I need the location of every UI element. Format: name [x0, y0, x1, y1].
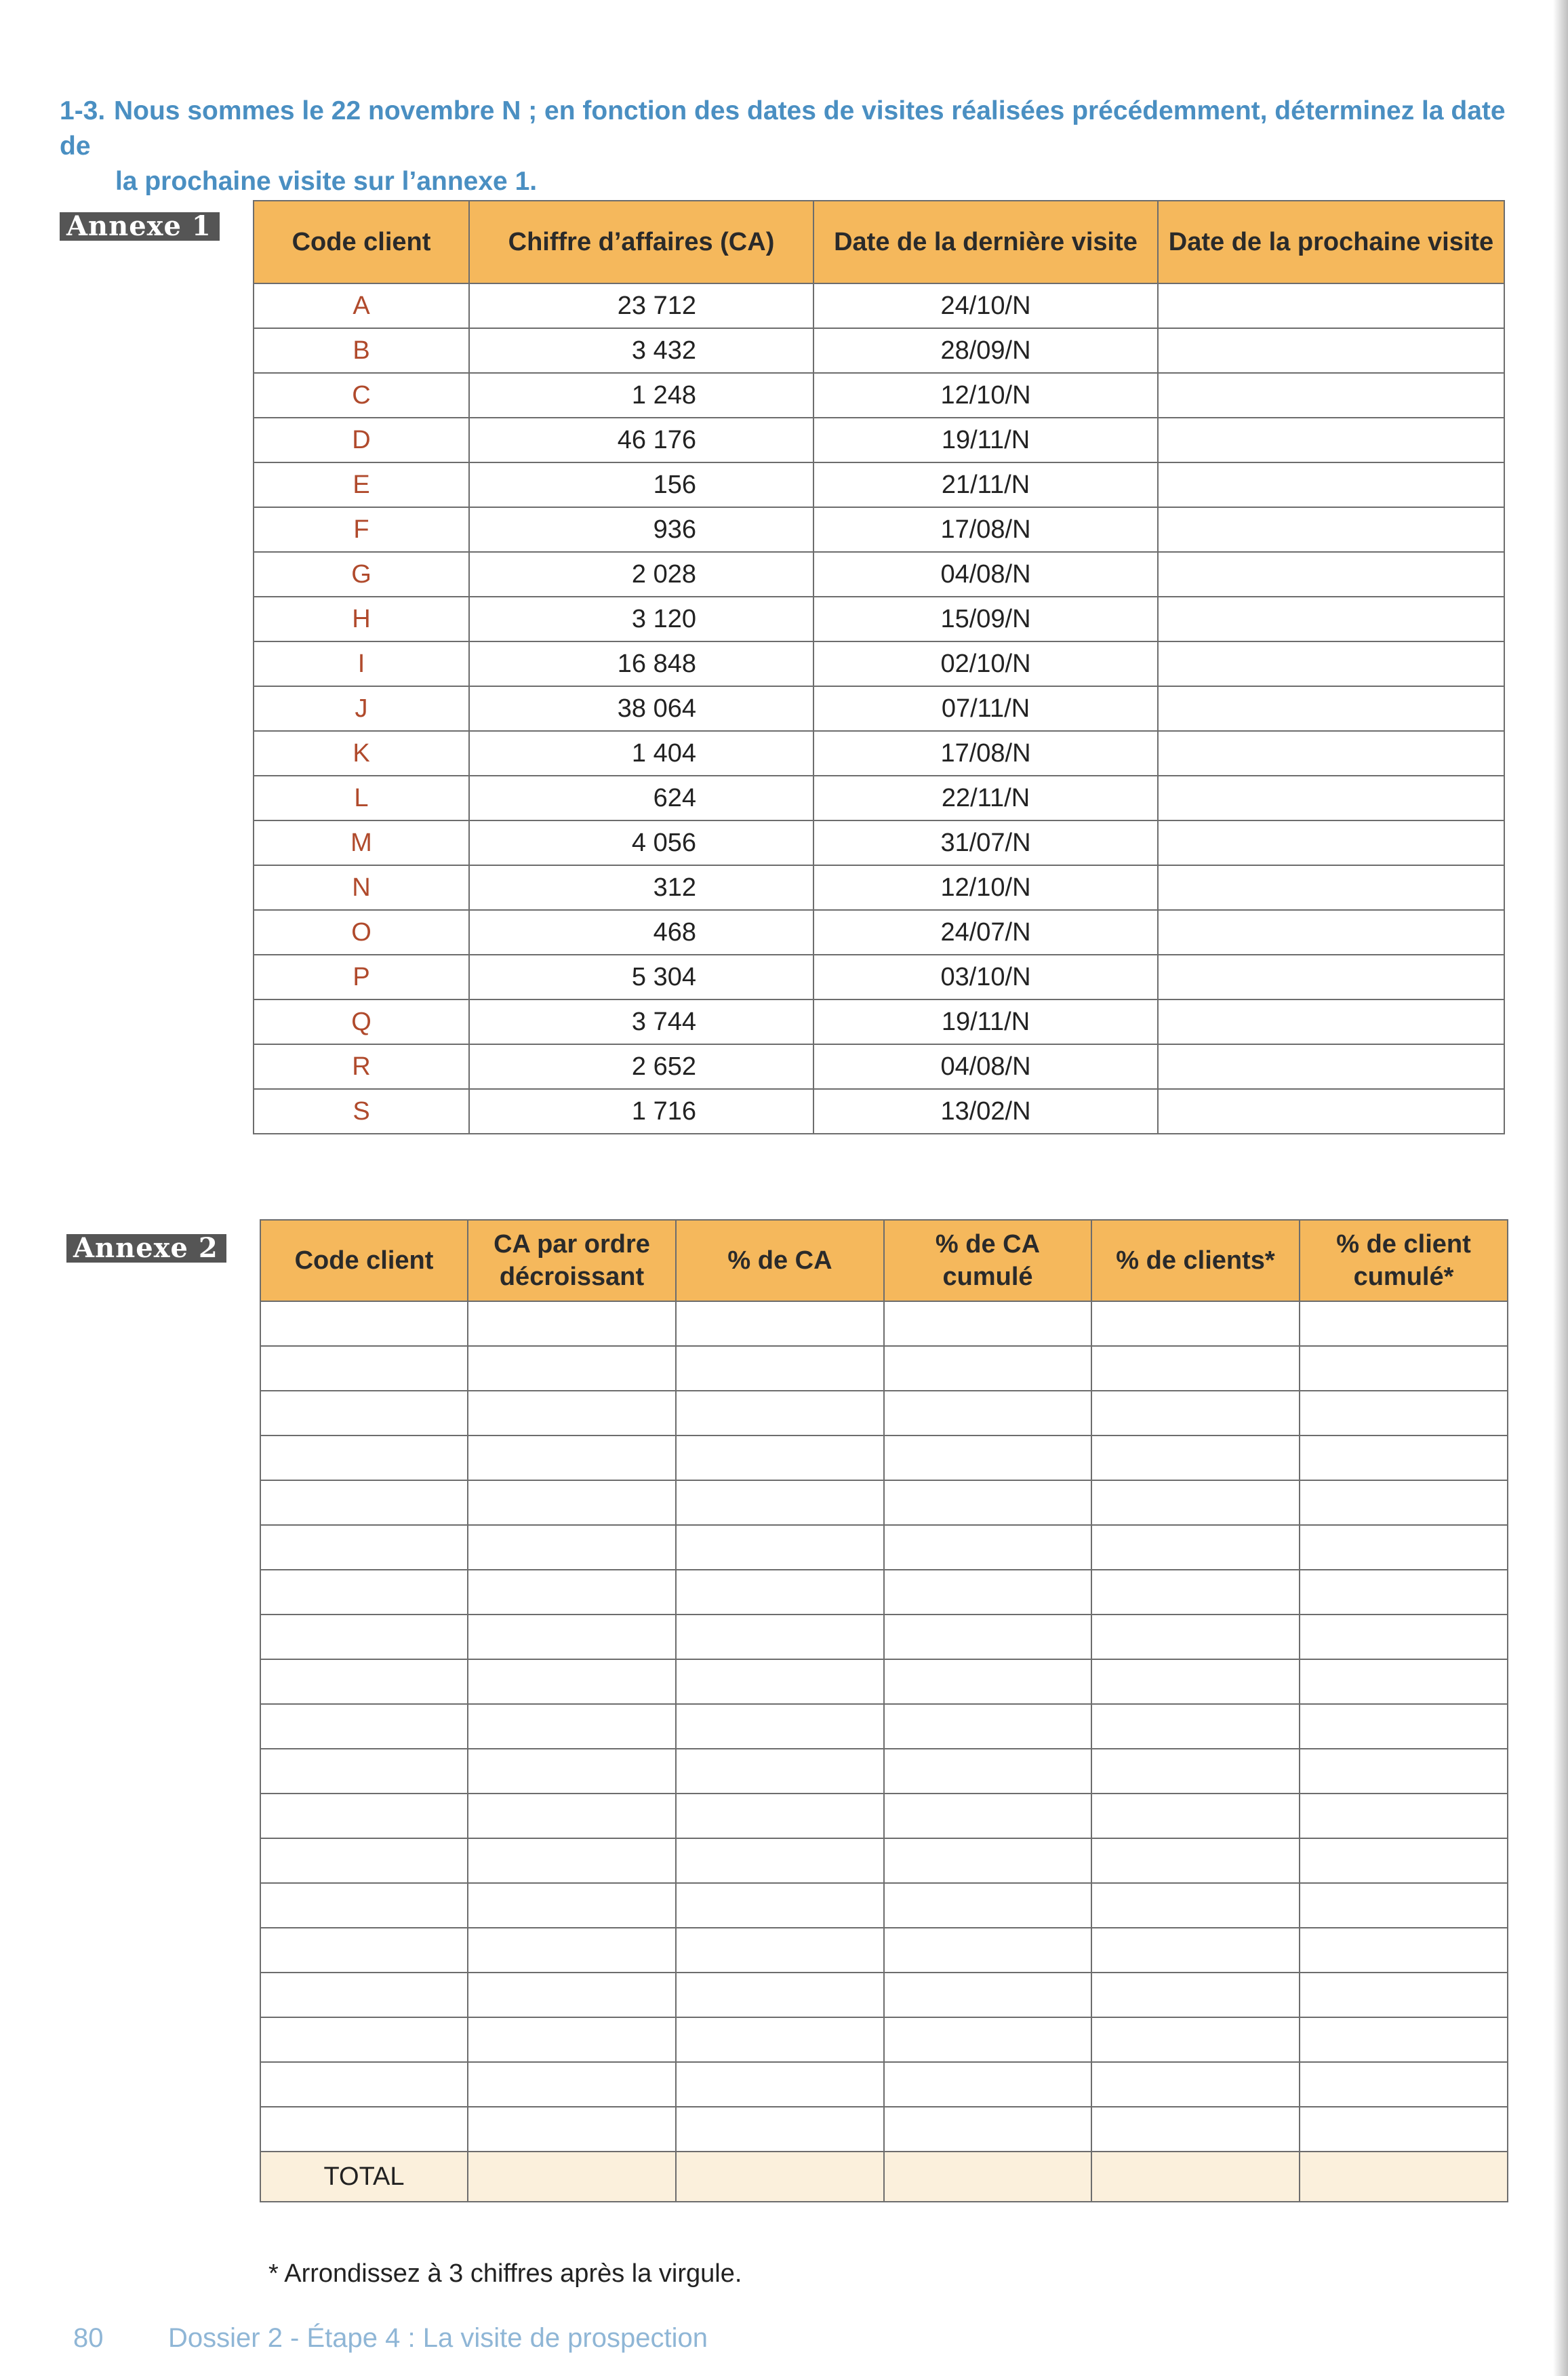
- pct-client-cumule-cell[interactable]: [1300, 1301, 1508, 1346]
- last-visit-date-cell: 24/10/N: [813, 283, 1158, 328]
- last-visit-date-cell: 19/11/N: [813, 999, 1158, 1044]
- code-client-cell[interactable]: [260, 1749, 468, 1794]
- ca-decroissant-cell[interactable]: [468, 1436, 676, 1480]
- table-row: [254, 955, 1504, 999]
- chiffre-affaires-cell: 1 716: [469, 1089, 813, 1134]
- chiffre-affaires-cell: 156: [469, 462, 813, 507]
- header-date-prochaine-visite: Date de la prochaine visite: [1158, 201, 1504, 283]
- code-client-cell[interactable]: [260, 1973, 468, 2017]
- pct-ca-cell[interactable]: [676, 1346, 884, 1391]
- next-visit-date-cell[interactable]: [1158, 1089, 1504, 1134]
- pct-client-cumule-cell[interactable]: [1300, 2017, 1508, 2062]
- pct-ca-cumule-cell[interactable]: [884, 2062, 1091, 2107]
- total-pct-ca-cumule-cell[interactable]: [884, 2152, 1091, 2202]
- code-client-cell[interactable]: [260, 1659, 468, 1704]
- pct-clients-cell[interactable]: [1091, 1794, 1300, 1838]
- pct-ca-cell[interactable]: [676, 1480, 884, 1525]
- pct-ca-cell[interactable]: [676, 2017, 884, 2062]
- code-client-cell: S: [254, 1089, 469, 1134]
- code-client-cell[interactable]: [260, 1436, 468, 1480]
- question-line-2: la prochaine visite sur l’annexe 1.: [115, 167, 538, 196]
- table-row: [260, 1346, 1508, 1391]
- page-number: 80: [73, 2323, 104, 2353]
- ca-decroissant-cell[interactable]: [468, 2017, 676, 2062]
- pct-ca-cumule-cell[interactable]: [884, 2107, 1091, 2152]
- next-visit-date-cell[interactable]: [1158, 373, 1504, 418]
- code-client-cell: N: [254, 865, 469, 910]
- code-client-cell[interactable]: [260, 2017, 468, 2062]
- table-row: [260, 2107, 1508, 2152]
- code-client-cell[interactable]: [260, 2062, 468, 2107]
- pct-ca-cumule-cell[interactable]: [884, 1391, 1091, 1436]
- code-client-cell[interactable]: [260, 1480, 468, 1525]
- pct-client-cumule-cell[interactable]: [1300, 1838, 1508, 1883]
- pct-clients-cell[interactable]: [1091, 1883, 1300, 1928]
- table-row: [254, 373, 1504, 418]
- annexe-2-label: Annexe 2: [66, 1234, 226, 1263]
- pct-clients-cell[interactable]: [1091, 1973, 1300, 2017]
- footnote: * Arrondissez à 3 chiffres après la virgule.: [268, 2259, 742, 2288]
- ca-decroissant-cell[interactable]: [468, 1346, 676, 1391]
- table-row: [260, 1391, 1508, 1436]
- pct-ca-cumule-cell[interactable]: [884, 1928, 1091, 1973]
- next-visit-date-cell[interactable]: [1158, 328, 1504, 373]
- pct-client-cumule-cell[interactable]: [1300, 1570, 1508, 1615]
- next-visit-date-cell[interactable]: [1158, 1044, 1504, 1089]
- page-footer: [73, 2323, 708, 2354]
- next-visit-date-cell[interactable]: [1158, 507, 1504, 552]
- pct-ca-cell[interactable]: [676, 1838, 884, 1883]
- code-client-cell: J: [254, 686, 469, 731]
- ca-decroissant-cell[interactable]: [468, 1525, 676, 1570]
- pct-client-cumule-cell[interactable]: [1300, 1928, 1508, 1973]
- ca-decroissant-cell[interactable]: [468, 1794, 676, 1838]
- ca-decroissant-cell[interactable]: [468, 1704, 676, 1749]
- pct-ca-cell[interactable]: [676, 1391, 884, 1436]
- pct-client-cumule-cell[interactable]: [1300, 1346, 1508, 1391]
- last-visit-date-cell: 04/08/N: [813, 552, 1158, 597]
- chiffre-affaires-cell: 3 744: [469, 999, 813, 1044]
- code-client-cell: F: [254, 507, 469, 552]
- next-visit-date-cell[interactable]: [1158, 955, 1504, 999]
- table-row: [254, 507, 1504, 552]
- pct-client-cumule-cell[interactable]: [1300, 1525, 1508, 1570]
- pct-client-cumule-cell[interactable]: [1300, 1794, 1508, 1838]
- code-client-cell: A: [254, 283, 469, 328]
- code-client-cell[interactable]: [260, 1704, 468, 1749]
- code-client-cell: C: [254, 373, 469, 418]
- pct-client-cumule-cell[interactable]: [1300, 1391, 1508, 1436]
- page-edge-shadow: [1553, 0, 1568, 2376]
- chiffre-affaires-cell: 16 848: [469, 641, 813, 686]
- table-row: [254, 1089, 1504, 1134]
- code-client-cell: Q: [254, 999, 469, 1044]
- last-visit-date-cell: 15/09/N: [813, 597, 1158, 641]
- table-row: [254, 462, 1504, 507]
- pct-ca-cumule-cell[interactable]: [884, 1525, 1091, 1570]
- pct-ca-cumule-cell[interactable]: [884, 1615, 1091, 1659]
- chiffre-affaires-cell: 2 028: [469, 552, 813, 597]
- code-client-cell: M: [254, 820, 469, 865]
- code-client-cell[interactable]: [260, 1525, 468, 1570]
- table-row: [260, 1525, 1508, 1570]
- code-client-cell[interactable]: [260, 1615, 468, 1659]
- header-chiffre-affaires: Chiffre d’affaires (CA): [469, 201, 813, 283]
- table-row: [254, 641, 1504, 686]
- code-client-cell: K: [254, 731, 469, 776]
- code-client-cell: E: [254, 462, 469, 507]
- header-pct-clients: % de clients*: [1091, 1220, 1300, 1301]
- code-client-cell[interactable]: [260, 1928, 468, 1973]
- next-visit-date-cell[interactable]: [1158, 641, 1504, 686]
- ca-decroissant-cell[interactable]: [468, 1615, 676, 1659]
- table-row: [254, 597, 1504, 641]
- question-text: [60, 94, 1524, 199]
- next-visit-date-cell[interactable]: [1158, 418, 1504, 462]
- table-row: [254, 686, 1504, 731]
- last-visit-date-cell: 17/08/N: [813, 731, 1158, 776]
- last-visit-date-cell: 28/09/N: [813, 328, 1158, 373]
- pct-clients-cell[interactable]: [1091, 1659, 1300, 1704]
- pct-ca-cell[interactable]: [676, 1301, 884, 1346]
- pct-ca-cumule-cell[interactable]: [884, 1704, 1091, 1749]
- code-client-cell[interactable]: [260, 1883, 468, 1928]
- question-line-1: Nous sommes le 22 novembre N ; en fonction des dates de visites réalisées précédemment, déterminez la date de: [60, 96, 1506, 161]
- table-row: [254, 1044, 1504, 1089]
- chiffre-affaires-cell: 23 712: [469, 283, 813, 328]
- pct-ca-cell[interactable]: [676, 1973, 884, 2017]
- ca-decroissant-cell[interactable]: [468, 1883, 676, 1928]
- table-row: [260, 1883, 1508, 1928]
- pct-ca-cell[interactable]: [676, 1794, 884, 1838]
- table-row: [254, 328, 1504, 373]
- code-client-cell: I: [254, 641, 469, 686]
- total-ca-decroissant-cell[interactable]: [468, 2152, 676, 2202]
- last-visit-date-cell: 13/02/N: [813, 1089, 1158, 1134]
- ca-decroissant-cell[interactable]: [468, 1928, 676, 1973]
- table-row: [254, 552, 1504, 597]
- chiffre-affaires-cell: 46 176: [469, 418, 813, 462]
- code-client-cell[interactable]: [260, 1570, 468, 1615]
- next-visit-date-cell[interactable]: [1158, 552, 1504, 597]
- header-pct-ca: % de CA: [676, 1220, 884, 1301]
- chiffre-affaires-cell: 312: [469, 865, 813, 910]
- ca-decroissant-cell[interactable]: [468, 1570, 676, 1615]
- pct-ca-cumule-cell[interactable]: [884, 1570, 1091, 1615]
- ca-decroissant-cell[interactable]: [468, 1749, 676, 1794]
- pct-ca-cell[interactable]: [676, 1615, 884, 1659]
- ca-decroissant-cell[interactable]: [468, 1301, 676, 1346]
- ca-decroissant-cell[interactable]: [468, 1480, 676, 1525]
- pct-clients-cell[interactable]: [1091, 1615, 1300, 1659]
- pct-ca-cumule-cell[interactable]: [884, 1480, 1091, 1525]
- next-visit-date-cell[interactable]: [1158, 597, 1504, 641]
- ca-decroissant-cell[interactable]: [468, 2062, 676, 2107]
- pct-clients-cell[interactable]: [1091, 1838, 1300, 1883]
- chiffre-affaires-cell: 38 064: [469, 686, 813, 731]
- table-row: [254, 865, 1504, 910]
- code-client-cell[interactable]: [260, 1301, 468, 1346]
- pct-ca-cumule-cell[interactable]: [884, 1436, 1091, 1480]
- table-row: [260, 1928, 1508, 1973]
- pct-ca-cell[interactable]: [676, 2107, 884, 2152]
- pct-ca-cell[interactable]: [676, 1659, 884, 1704]
- pct-ca-cumule-cell[interactable]: [884, 1346, 1091, 1391]
- question-number: 1-3.: [60, 96, 106, 125]
- next-visit-date-cell[interactable]: [1158, 686, 1504, 731]
- footer-title: Dossier 2 - Étape 4 : La visite de prospection: [168, 2323, 708, 2353]
- total-pct-client-cumule-cell[interactable]: [1300, 2152, 1508, 2202]
- table-row: [254, 910, 1504, 955]
- last-visit-date-cell: 31/07/N: [813, 820, 1158, 865]
- pct-client-cumule-cell[interactable]: [1300, 2062, 1508, 2107]
- last-visit-date-cell: 03/10/N: [813, 955, 1158, 999]
- total-pct-clients-cell[interactable]: [1091, 2152, 1300, 2202]
- table-row: [260, 2017, 1508, 2062]
- table-row: [260, 1301, 1508, 1346]
- pct-ca-cell[interactable]: [676, 1928, 884, 1973]
- last-visit-date-cell: 17/08/N: [813, 507, 1158, 552]
- pct-ca-cumule-cell[interactable]: [884, 1301, 1091, 1346]
- pct-client-cumule-cell[interactable]: [1300, 1480, 1508, 1525]
- pct-clients-cell[interactable]: [1091, 1436, 1300, 1480]
- pct-ca-cell[interactable]: [676, 1704, 884, 1749]
- next-visit-date-cell[interactable]: [1158, 776, 1504, 820]
- chiffre-affaires-cell: 1 404: [469, 731, 813, 776]
- code-client-cell: H: [254, 597, 469, 641]
- code-client-cell: B: [254, 328, 469, 373]
- table-row: [260, 1973, 1508, 2017]
- pct-clients-cell[interactable]: [1091, 1704, 1300, 1749]
- table-row: [260, 1570, 1508, 1615]
- table-row: [254, 999, 1504, 1044]
- table-row: [254, 820, 1504, 865]
- pct-ca-cumule-cell[interactable]: [884, 1749, 1091, 1794]
- table-row: [260, 1704, 1508, 1749]
- next-visit-date-cell[interactable]: [1158, 865, 1504, 910]
- pct-client-cumule-cell[interactable]: [1300, 1704, 1508, 1749]
- pct-ca-cumule-cell[interactable]: [884, 1794, 1091, 1838]
- pct-ca-cumule-cell[interactable]: [884, 1659, 1091, 1704]
- header-code-client: Code client: [254, 201, 469, 283]
- chiffre-affaires-cell: 1 248: [469, 373, 813, 418]
- pct-client-cumule-cell[interactable]: [1300, 1436, 1508, 1480]
- pct-client-cumule-cell[interactable]: [1300, 1615, 1508, 1659]
- annexe-1-table: [253, 200, 1505, 1134]
- table-row: [260, 1480, 1508, 1525]
- last-visit-date-cell: 04/08/N: [813, 1044, 1158, 1089]
- chiffre-affaires-cell: 936: [469, 507, 813, 552]
- last-visit-date-cell: 12/10/N: [813, 865, 1158, 910]
- table-row: [254, 776, 1504, 820]
- code-client-cell[interactable]: [260, 2107, 468, 2152]
- annexe-1-header-row: [254, 201, 1504, 283]
- pct-ca-cell[interactable]: [676, 1883, 884, 1928]
- code-client-cell: D: [254, 418, 469, 462]
- ca-decroissant-cell[interactable]: [468, 2107, 676, 2152]
- last-visit-date-cell: 12/10/N: [813, 373, 1158, 418]
- pct-clients-cell[interactable]: [1091, 2107, 1300, 2152]
- chiffre-affaires-cell: 2 652: [469, 1044, 813, 1089]
- pct-ca-cell[interactable]: [676, 1570, 884, 1615]
- header-pct-ca-cumule: % de CA cumulé: [884, 1220, 1091, 1301]
- pct-clients-cell[interactable]: [1091, 2062, 1300, 2107]
- chiffre-affaires-cell: 5 304: [469, 955, 813, 999]
- header-pct-client-cumule: % de client cumulé*: [1300, 1220, 1508, 1301]
- pct-client-cumule-cell[interactable]: [1300, 1973, 1508, 2017]
- chiffre-affaires-cell: 3 432: [469, 328, 813, 373]
- ca-decroissant-cell[interactable]: [468, 1973, 676, 2017]
- code-client-cell[interactable]: [260, 1346, 468, 1391]
- table-row: [254, 283, 1504, 328]
- ca-decroissant-cell[interactable]: [468, 1659, 676, 1704]
- chiffre-affaires-cell: 624: [469, 776, 813, 820]
- ca-decroissant-cell[interactable]: [468, 1838, 676, 1883]
- code-client-cell: P: [254, 955, 469, 999]
- table-row: [260, 1436, 1508, 1480]
- next-visit-date-cell[interactable]: [1158, 731, 1504, 776]
- table-row: [260, 1659, 1508, 1704]
- last-visit-date-cell: 07/11/N: [813, 686, 1158, 731]
- pct-clients-cell[interactable]: [1091, 1570, 1300, 1615]
- chiffre-affaires-cell: 4 056: [469, 820, 813, 865]
- code-client-cell[interactable]: [260, 1391, 468, 1436]
- table-row: [260, 1749, 1508, 1794]
- header-code-client: Code client: [260, 1220, 468, 1301]
- pct-ca-cell[interactable]: [676, 1436, 884, 1480]
- code-client-cell: O: [254, 910, 469, 955]
- code-client-cell: R: [254, 1044, 469, 1089]
- last-visit-date-cell: 19/11/N: [813, 418, 1158, 462]
- pct-ca-cell[interactable]: [676, 1749, 884, 1794]
- pct-clients-cell[interactable]: [1091, 1301, 1300, 1346]
- pct-clients-cell[interactable]: [1091, 1749, 1300, 1794]
- last-visit-date-cell: 02/10/N: [813, 641, 1158, 686]
- next-visit-date-cell[interactable]: [1158, 999, 1504, 1044]
- last-visit-date-cell: 21/11/N: [813, 462, 1158, 507]
- code-client-cell[interactable]: [260, 1794, 468, 1838]
- annexe-2-header-row: [260, 1220, 1508, 1301]
- pct-clients-cell[interactable]: [1091, 1346, 1300, 1391]
- last-visit-date-cell: 22/11/N: [813, 776, 1158, 820]
- ca-decroissant-cell[interactable]: [468, 1391, 676, 1436]
- table-row: [260, 1794, 1508, 1838]
- next-visit-date-cell[interactable]: [1158, 910, 1504, 955]
- total-row: [260, 2152, 1508, 2202]
- header-date-derniere-visite: Date de la dernière visite: [813, 201, 1158, 283]
- code-client-cell: G: [254, 552, 469, 597]
- total-pct-ca-cell[interactable]: [676, 2152, 884, 2202]
- next-visit-date-cell[interactable]: [1158, 820, 1504, 865]
- code-client-cell[interactable]: [260, 1838, 468, 1883]
- total-label: TOTAL: [260, 2152, 468, 2202]
- pct-clients-cell[interactable]: [1091, 1391, 1300, 1436]
- pct-client-cumule-cell[interactable]: [1300, 1749, 1508, 1794]
- next-visit-date-cell[interactable]: [1158, 283, 1504, 328]
- pct-clients-cell[interactable]: [1091, 2017, 1300, 2062]
- pct-clients-cell[interactable]: [1091, 1525, 1300, 1570]
- annexe-1-label: Annexe 1: [60, 212, 220, 241]
- pct-client-cumule-cell[interactable]: [1300, 2107, 1508, 2152]
- pct-ca-cell[interactable]: [676, 1525, 884, 1570]
- pct-clients-cell[interactable]: [1091, 1480, 1300, 1525]
- table-row: [260, 1838, 1508, 1883]
- chiffre-affaires-cell: 3 120: [469, 597, 813, 641]
- table-row: [254, 731, 1504, 776]
- last-visit-date-cell: 24/07/N: [813, 910, 1158, 955]
- table-row: [260, 2062, 1508, 2107]
- pct-clients-cell[interactable]: [1091, 1928, 1300, 1973]
- next-visit-date-cell[interactable]: [1158, 462, 1504, 507]
- pct-ca-cumule-cell[interactable]: [884, 2017, 1091, 2062]
- chiffre-affaires-cell: 468: [469, 910, 813, 955]
- pct-ca-cumule-cell[interactable]: [884, 1973, 1091, 2017]
- pct-ca-cumule-cell[interactable]: [884, 1838, 1091, 1883]
- header-ca-ordre-decroissant: CA par ordre décroissant: [468, 1220, 676, 1301]
- pct-client-cumule-cell[interactable]: [1300, 1883, 1508, 1928]
- table-row: [254, 418, 1504, 462]
- pct-ca-cell[interactable]: [676, 2062, 884, 2107]
- pct-ca-cumule-cell[interactable]: [884, 1883, 1091, 1928]
- pct-client-cumule-cell[interactable]: [1300, 1659, 1508, 1704]
- code-client-cell: L: [254, 776, 469, 820]
- annexe-2-table: [260, 1219, 1508, 2202]
- table-row: [260, 1615, 1508, 1659]
